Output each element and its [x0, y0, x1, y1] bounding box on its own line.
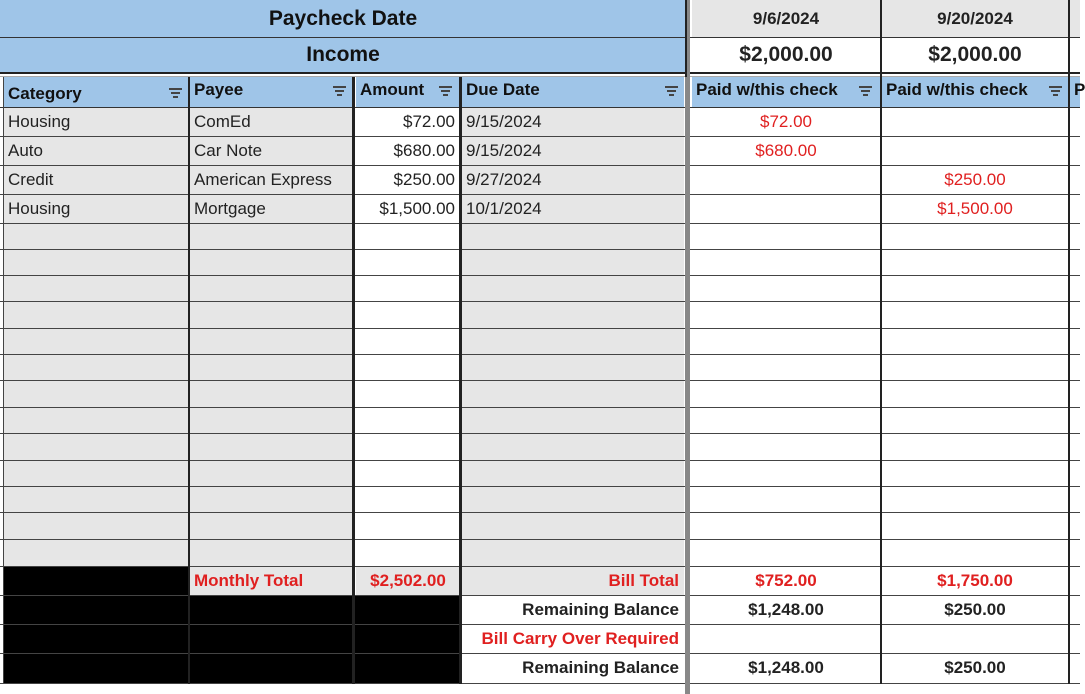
- header-paid-1[interactable]: Paid w/this check: [692, 77, 880, 107]
- header-category[interactable]: Category: [4, 77, 188, 107]
- remaining-balance-2[interactable]: $250.00: [944, 600, 1006, 619]
- bill-carry-over-2[interactable]: [882, 625, 1068, 653]
- cell-paid1[interactable]: [692, 166, 880, 194]
- header-payee[interactable]: Payee: [190, 77, 352, 107]
- bill-total-label[interactable]: Bill Total: [462, 567, 684, 595]
- cell-due[interactable]: 10/1/2024: [466, 199, 542, 218]
- paycheck-date-label[interactable]: Paycheck Date: [0, 0, 686, 37]
- filter-icon[interactable]: [439, 86, 452, 96]
- monthly-total-label[interactable]: Monthly Total: [190, 567, 354, 595]
- bill-carry-over-label[interactable]: Bill Carry Over Required: [481, 629, 679, 648]
- cell-paid2[interactable]: [882, 108, 1068, 136]
- remaining-balance-2-col1[interactable]: $1,248.00: [748, 658, 824, 677]
- cell-paid1[interactable]: $72.00: [692, 108, 880, 136]
- cell-payee[interactable]: American Express: [194, 170, 332, 189]
- remaining-balance-2-label[interactable]: Remaining Balance: [522, 658, 679, 677]
- filter-icon[interactable]: [169, 88, 182, 98]
- cell-paid2[interactable]: $1,500.00: [882, 195, 1068, 223]
- cell-paid1[interactable]: [692, 195, 880, 223]
- income-2[interactable]: $2,000.00: [928, 43, 1022, 66]
- paycheck-date-3[interactable]: [1070, 0, 1080, 37]
- cell-category[interactable]: Housing: [8, 199, 71, 218]
- bill-total-1[interactable]: $752.00: [755, 571, 817, 590]
- filter-icon[interactable]: [859, 86, 872, 96]
- cell-amount[interactable]: $1,500.00: [356, 195, 460, 223]
- filter-icon[interactable]: [333, 86, 346, 96]
- cell-due[interactable]: 9/15/2024: [466, 141, 542, 160]
- cell-amount[interactable]: $680.00: [356, 137, 460, 165]
- header-amount[interactable]: Amount: [356, 77, 459, 107]
- remaining-balance-label[interactable]: Remaining Balance: [522, 600, 679, 619]
- cell-category[interactable]: Auto: [8, 141, 43, 160]
- cell-paid1[interactable]: $680.00: [692, 137, 880, 165]
- header-paid-3[interactable]: P: [1070, 77, 1080, 107]
- cell-due[interactable]: 9/27/2024: [466, 170, 542, 189]
- cell-category[interactable]: Credit: [8, 170, 54, 189]
- paycheck-date-1[interactable]: 9/6/2024: [692, 0, 880, 37]
- filter-icon[interactable]: [1049, 86, 1062, 96]
- remaining-balance-1[interactable]: $1,248.00: [748, 600, 824, 619]
- remaining-balance-2-col2[interactable]: $250.00: [944, 658, 1006, 677]
- cell-due[interactable]: 9/15/2024: [466, 112, 542, 131]
- bill-total-2[interactable]: $1,750.00: [937, 571, 1013, 590]
- header-paid-2[interactable]: Paid w/this check: [882, 77, 1068, 107]
- cell-amount[interactable]: $250.00: [356, 166, 460, 194]
- income-1[interactable]: $2,000.00: [739, 43, 833, 66]
- cell-payee[interactable]: Mortgage: [194, 199, 266, 218]
- cell-paid2[interactable]: [882, 137, 1068, 165]
- cell-paid2[interactable]: $250.00: [882, 166, 1068, 194]
- cell-payee[interactable]: Car Note: [194, 141, 263, 160]
- cell-payee[interactable]: ComEd: [194, 112, 251, 131]
- monthly-total-value[interactable]: $2,502.00: [356, 567, 460, 595]
- header-due-date[interactable]: Due Date: [462, 77, 684, 107]
- filter-icon[interactable]: [665, 86, 678, 96]
- cell-amount[interactable]: $72.00: [356, 108, 460, 136]
- paycheck-date-2[interactable]: 9/20/2024: [882, 0, 1068, 37]
- income-label[interactable]: Income: [0, 38, 686, 72]
- cell-category[interactable]: Housing: [8, 112, 71, 131]
- bill-carry-over-1[interactable]: [692, 625, 880, 653]
